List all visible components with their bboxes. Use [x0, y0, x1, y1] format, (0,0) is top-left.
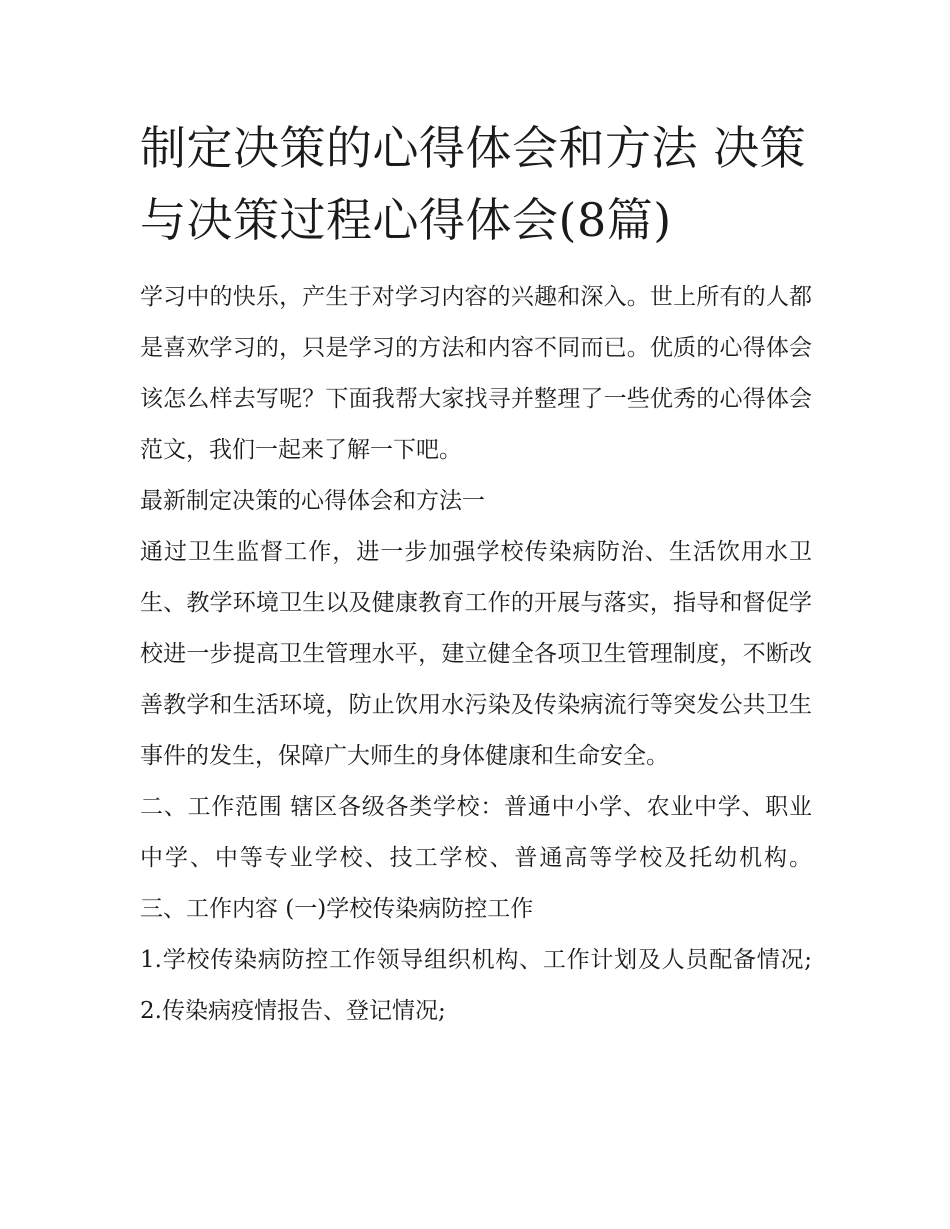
body-paragraph-purpose: 通过卫生监督工作，进一步加强学校传染病防治、生活饮用水卫生、教学环境卫生以及健康教育工作的开展与落实，指导和督促学校进一步提高卫生管理水平，建立健全各项卫生管理制度，不断改善教学和生活环境，防止饮用水污染及传染病流行等突发公共卫生事件的发生，保障广大师生的身体健康和生命安全。	[140, 539, 812, 769]
intro-paragraph: 学习中的快乐，产生于对学习内容的兴趣和深入。世上所有的人都是喜欢学习的，只是学习的方法和内容不同而已。优质的心得体会该怎么样去写呢？下面我帮大家找寻并整理了一些优秀的心得体会范文，我们一起来了解一下吧。	[140, 284, 812, 463]
document-page	[140, 112, 812, 1037]
document-title: 制定决策的心得体会和方法 决策与决策过程心得体会(8篇)	[140, 121, 807, 247]
body-paragraph-scope: 二、工作范围 辖区各级各类学校：普通中小学、农业中学、职业中学、中等专业学校、技工学校、普通高等学校及托幼机构。 三、工作内容 (一)学校传染病防控工作	[140, 794, 812, 922]
body-paragraph-items: 1.学校传染病防控工作领导组织机构、工作计划及人员配备情况; 2.传染病疫情报告、登记情况;	[140, 947, 812, 1024]
section-heading: 最新制定决策的心得体会和方法一	[140, 488, 485, 514]
